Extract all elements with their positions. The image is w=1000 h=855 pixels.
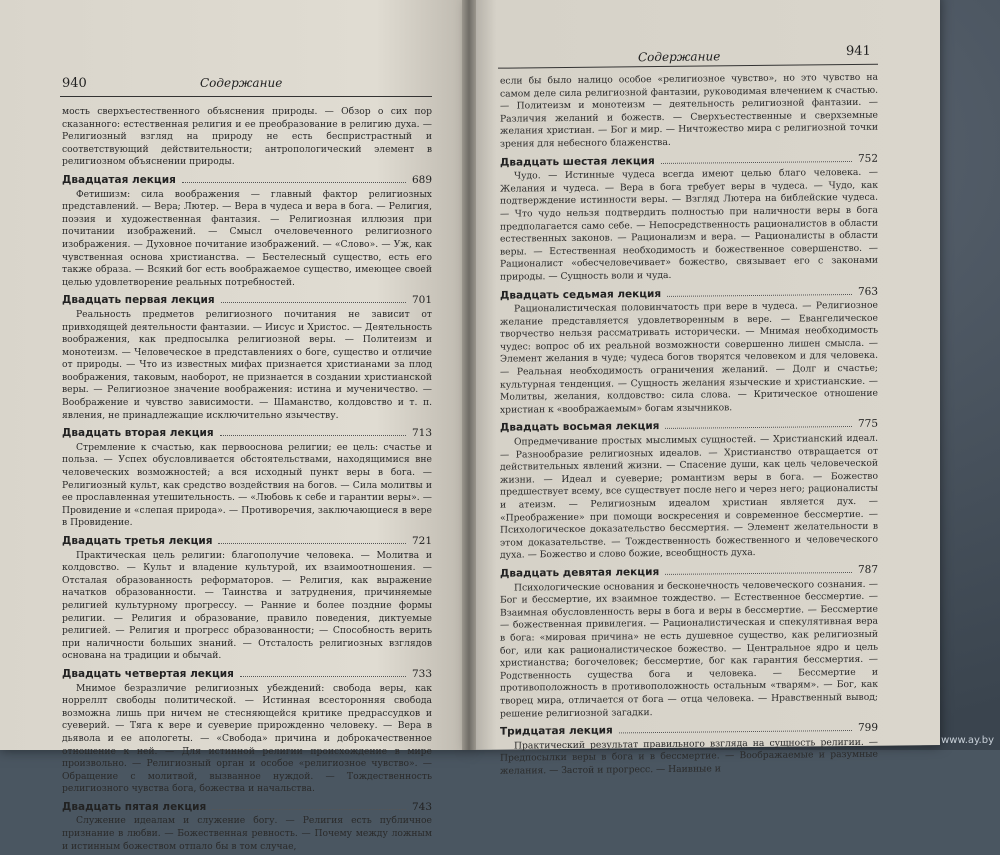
leader-dots bbox=[619, 730, 852, 733]
lecture-title: Двадцать восьмая лекция bbox=[500, 420, 660, 435]
lecture-title: Тридцатая лекция bbox=[500, 724, 613, 738]
lecture-title: Двадцать вторая лекция bbox=[62, 427, 214, 440]
right-page-number: 941 bbox=[846, 43, 871, 60]
lecture-summary: Чудо. — Истинные чудеса всегда имеют целью благо человека. — Желания и чудеса. — Вера в бога требует веры в чудеса. — Чудо, как подтверждение истинности веры. — Взгляд Лютера на библейские чудеса. — Что чудо нельзя подтвердить полностью при наличности веры в бога предполагается само себе. — Непосредственность рационалистов в области естественных законов. — Рационализм и вера. — Рационалисты в области веры. — Естественная необходимость и божественное совершенство. — Рационалист «обесчеловечивает» божество, связывает его с законами природы. — Сущность воли и чуда. bbox=[500, 166, 878, 283]
lecture-page-number: 799 bbox=[857, 721, 878, 735]
lecture-page-number: 752 bbox=[857, 152, 878, 165]
lecture-heading bbox=[62, 294, 432, 307]
left-page-number: 940 bbox=[62, 76, 87, 91]
leader-dots bbox=[212, 809, 406, 810]
leader-dots bbox=[665, 426, 852, 429]
lecture-summary: Мнимое безразличие религиозных убеждений: свобода веры, как норреллт свободы политической. — Истинная всесторонняя свобода возможна лишь при ничем не стесняющейся критике предрассудков и суеверий. — Тяга к вере и суеверие прирожденно человеку. — Вера в дьявола и ее апологеты. — «Свобода» причина и доброкачественное отношение к ней. — Для истинной религии происхождение в мире произвольно. — Религиозный орган и особое «религиозное чувство». — Обращение с молитвой, вызванное нуждой. — Тождественность религиозного чувства бога, божества и начальства. bbox=[62, 682, 432, 795]
lecture-page-number: 787 bbox=[857, 563, 878, 576]
lecture-heading bbox=[500, 152, 878, 169]
left-running-header: Содержание bbox=[200, 76, 283, 90]
leader-dots bbox=[221, 302, 406, 303]
lecture-heading bbox=[62, 427, 432, 440]
lecture-summary: Психологические основания и бесконечность человеческого сознания. — Бог и бессмертие, их взаимное тождество. — Естественное бессмертие. — Взаимная обусловленность веры в бога и веры в бессмертие. — Бессмертие — божественная привилегия. — Рационалистическая и спекулятивная вера в бога: «мировая причина» не есть душевное существо, как религиозный бог, или как рационалистическое божество. — Центральное ядро и цель христианства; богочеловек; бессмертие, бог как гарантия бессмертия. — Родственность существа бога и человека. — Бессмертие и противоположность в противоположность остальным «тварям». — Бог, как творец мира, отличается от бога — отца человека. — Нравственный вывод; решение религиозной загадки. bbox=[500, 578, 878, 720]
lecture-summary: Опредмечивание простых мыслимых сущностей. — Христианский идеал. — Разнообразие религиозных идеалов. — Христианство отвращается от действительных явлений жизни. — Спасение души, как цель человеческой жизни. — Идеал и суеверие; романтизм веры в бога. — Божество предшествует всему, все существует после него и через него; рационалисты и атеизм. — Религиозным идеалом христиан является дух. — «Преображение» при помощи воскресения и современное бессмертие. — Психологическое доказательство бессмертия. — Элемент желательности в этом доказательстве. — Тождественность божественного и человеческого духа. — Божество и слово божие, всеобщность духа. bbox=[500, 432, 878, 562]
left-header-rule bbox=[60, 96, 432, 97]
lecture-heading bbox=[500, 285, 878, 302]
leader-dots bbox=[182, 182, 406, 183]
lecture-page-number: 689 bbox=[411, 173, 432, 186]
lecture-page-number: 701 bbox=[411, 294, 432, 307]
lecture-heading bbox=[62, 668, 432, 681]
lecture-page-number: 763 bbox=[857, 285, 878, 298]
lecture-summary: Практическая цель религии: благополучие человека. — Молитва и колдовство. — Культ и владение культурой, их взаимоотношения. — Отсталая образованность реформаторов. — Религия, как выражение начатков образованности. — Таинства и затруднения, причиняемые религией культурному прогрессу. — Ранние и более поздние формы религии. — Религия и образование, правило поведения, диктуемые религией. — Религия и прогресс образованности; — Способность верить при наличности больших знаний. — Отсталость религиозных взглядов основана на традиции и обычай. bbox=[62, 549, 432, 662]
lecture-heading bbox=[500, 418, 878, 435]
leader-dots bbox=[661, 161, 852, 164]
left-page bbox=[0, 0, 470, 852]
lecture-summary: Стремление к счастью, как первооснова религии; ее цель: счастье и польза. — Успех обусловливается обстоятельствами, находящимися вне человеческих возможностей; а вся исходный пункт веры в бога. — Религиозный культ, как средство воздействия на богов. — Сила молитвы и ее прославленная утешительность. — «Любовь к себе и гарантии веры». — Провидение и «слепая природа». — Противоречия, заключающиеся в вере в Провидение. bbox=[62, 441, 432, 529]
right-contents bbox=[500, 70, 878, 780]
leader-dots bbox=[665, 572, 852, 575]
right-lecture-list bbox=[500, 152, 878, 778]
left-intro-text: мость сверхъестественного объяснения природы. — Обзор о сих пор сказанного: естественная религия и ее преобразование в религию духа. — Религиозный взгляд на природу не есть беспристрастный и соответствующий действительности; антропологический элемент в религиозном объяснении природы. bbox=[62, 106, 432, 168]
lecture-page-number: 733 bbox=[411, 667, 432, 680]
lecture-title: Двадцатая лекция bbox=[62, 173, 176, 186]
lecture-heading bbox=[500, 564, 878, 581]
right-running-header: Содержание bbox=[638, 49, 721, 65]
lecture-summary: Служение идеалам и служение богу. — Религия есть публичное признание в любви. — Божественная ревность. — Почему между ложным и истинным божеством отпало бы в том случае, bbox=[62, 815, 432, 852]
lecture-page-number: 713 bbox=[411, 427, 432, 440]
right-header-rule bbox=[498, 64, 878, 69]
book-spine bbox=[462, 0, 476, 750]
lecture-summary: Практический результат правильного взгляда на сущность религии. — Предпосылки веры в бога и в бессмертие. — Воображаемые и разумные желания. — Застой и прогресс. — Наивные и bbox=[500, 736, 878, 777]
right-page bbox=[468, 0, 940, 777]
lecture-page-number: 721 bbox=[411, 535, 432, 547]
lecture-page-number: 775 bbox=[857, 418, 878, 431]
watermark: www.ay.by bbox=[941, 735, 994, 746]
left-contents bbox=[62, 104, 432, 855]
leader-dots bbox=[220, 435, 406, 436]
lecture-title: Двадцать пятая лекция bbox=[62, 800, 207, 813]
leader-dots bbox=[667, 293, 852, 296]
lecture-heading bbox=[500, 722, 878, 739]
lecture-heading bbox=[62, 535, 432, 548]
left-lecture-list bbox=[62, 174, 432, 853]
lecture-page-number: 743 bbox=[411, 800, 432, 813]
lecture-summary: Реальность предметов религиозного почитания не зависит от привходящей деятельности фантазии. — Иисус и Христос. — Деятельность воображения, как предпосылка религиозной веры. — Политеизм и монотеизм. — Человеческое в представлениях о боге, существо и отличие от природы. — Что из известных мифах признается христианами за плод воображения, таковым, наоборот, не признается в создании христианской веры. — Религиозное значение воображения: истина и мученичество. — Воображение и чувство зависимости. — Шаманство, колдовство и т. п. явления, не принадлежащие исключительно язычеству. bbox=[62, 308, 432, 421]
lecture-summary: Рационалистическая половинчатость при вере в чудеса. — Религиозное желание представляется удовлетворенным в вере. — Евангелическое творчество нельзя рассматривать исторически. — Мнимая необходимость чудес: вопрос об их реальной возможности совершенно лишен смысла. — Элемент желания в чуде; чудеса богов творятся человеком и для человека. — Реальная необходимость ограничения желаний. — Долг и счастье; культурная тенденция. — Сущность желания языческие и христианские. — Молитвы, желания, колдовство: сила слова. — Критическое отношение христиан к «воображаемым» богам язычников. bbox=[500, 299, 878, 416]
lecture-heading bbox=[62, 801, 432, 814]
lecture-summary: Фетишизм: сила воображения — главный фактор религиозных представлений. — Вера; Лютер. — Вера в чудеса и вера в бога. — Религия, поэзия и художественная фантазия. — Религиозная иллюзия при почитании изображений. — Смысл очеловеченного религиозного изображения. — Духовное почитание изображений. — «Слово». — Уж, как чувственная основа христианства. — Бестелесный существо, есть его также образа. — Всякий бог есть воображаемое существо, имеющее своей целью удовлетворение реальных потребностей. bbox=[62, 188, 432, 288]
leader-dots bbox=[240, 676, 406, 677]
lecture-title: Двадцать девятая лекция bbox=[500, 565, 660, 580]
lecture-title: Двадцать четвертая лекция bbox=[62, 667, 234, 680]
lecture-heading bbox=[62, 174, 432, 187]
lecture-title: Двадцать шестая лекция bbox=[500, 154, 655, 169]
leader-dots bbox=[218, 543, 405, 544]
right-intro-text: если бы было налицо особое «религиозное чувство», но это чувство на самом деле сила религиозной фантазии, руководимая влечением к счастью. — Политеизм и монотеизм — деятельность религиозной фантазии. — Различия желаний и божеств. — Сверхъестественные и сверхземные желания христиан. — Бог и мир. — Ничтожество мира с религиозной точки зрения для небесного блаженства. bbox=[500, 71, 878, 150]
lecture-title: Двадцать седьмая лекция bbox=[500, 287, 662, 302]
lecture-title: Двадцать третья лекция bbox=[62, 535, 213, 547]
lecture-title: Двадцать первая лекция bbox=[62, 294, 215, 307]
